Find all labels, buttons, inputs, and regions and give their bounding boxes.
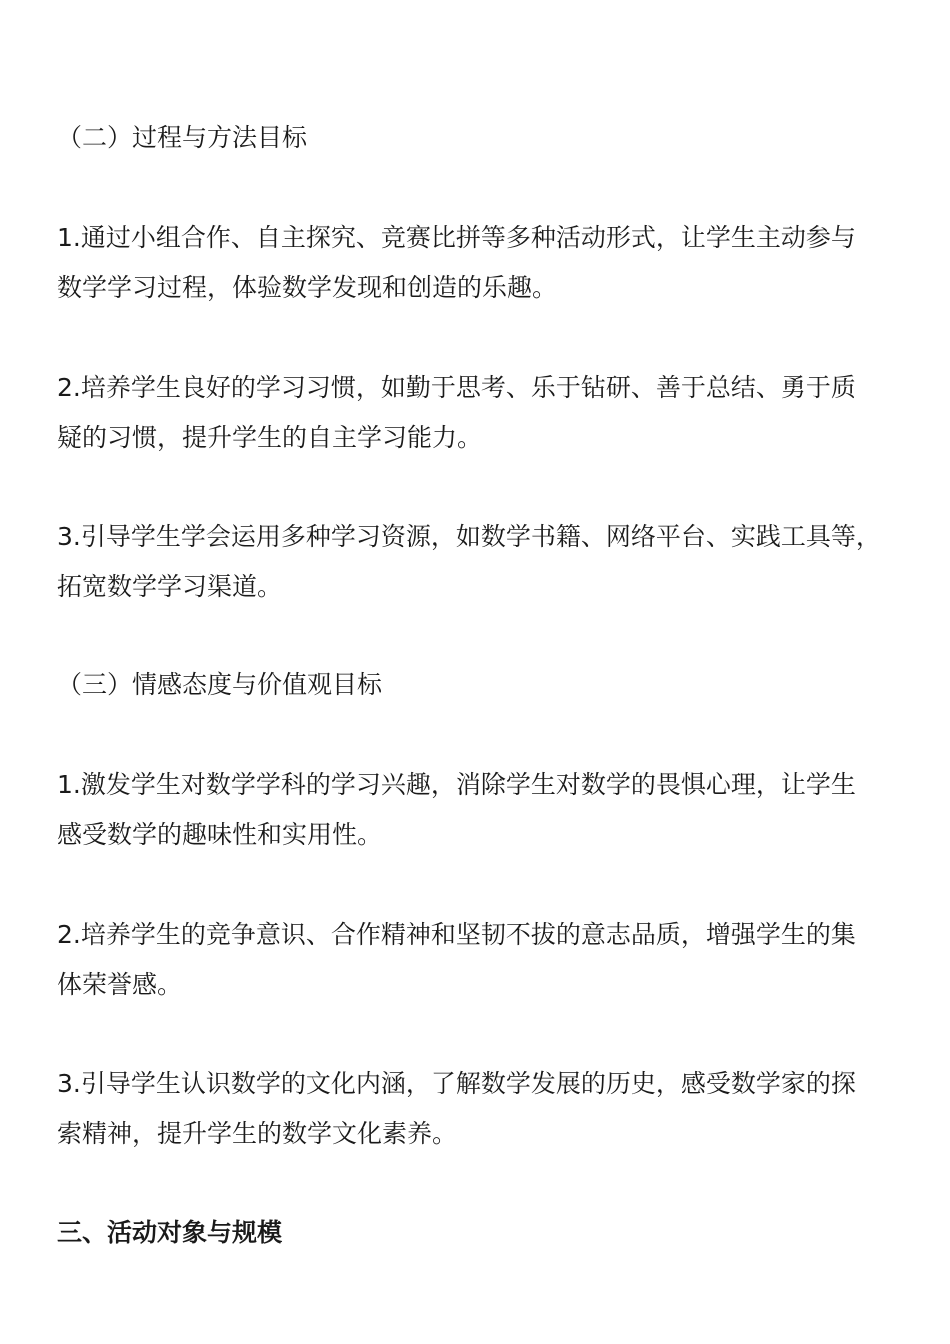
paragraph-line: 体荣誉感。 <box>57 970 183 999</box>
paragraph-attitude-2 <box>57 910 917 1010</box>
paragraph-process-2 <box>57 363 917 463</box>
paragraph-line: 2.培养学生良好的学习习惯，如勤于思考、乐于钻研、善于总结、勇于质 <box>57 373 856 402</box>
paragraph-line: 疑的习惯，提升学生的自主学习能力。 <box>57 423 483 452</box>
heading-text: （二）过程与方法目标 <box>57 123 308 152</box>
paragraph-line: 3.引导学生认识数学的文化内涵，了解数学发展的历史，感受数学家的探 <box>57 1069 856 1098</box>
paragraph-process-3 <box>57 512 917 612</box>
paragraph-line: 索精神，提升学生的数学文化素养。 <box>57 1119 458 1148</box>
paragraph-line: 数学学习过程，体验数学发现和创造的乐趣。 <box>57 273 558 302</box>
paragraph-line: 拓宽数学学习渠道。 <box>57 572 283 601</box>
section-title-text: 三、活动对象与规模 <box>57 1218 283 1247</box>
section-title-activity-targets <box>57 1208 917 1258</box>
paragraph-process-1 <box>57 213 917 313</box>
paragraph-attitude-3 <box>57 1059 917 1159</box>
subsection-heading-process-method <box>57 113 917 163</box>
paragraph-line: 2.培养学生的竞争意识、合作精神和坚韧不拔的意志品质，增强学生的集 <box>57 920 856 949</box>
heading-text: （三）情感态度与价值观目标 <box>57 670 383 699</box>
paragraph-line: 1.激发学生对数学学科的学习兴趣，消除学生对数学的畏惧心理，让学生 <box>57 770 856 799</box>
paragraph-line: 感受数学的趣味性和实用性。 <box>57 820 383 849</box>
paragraph-line: 1.通过小组合作、自主探究、竞赛比拼等多种活动形式，让学生主动参与 <box>57 223 856 252</box>
subsection-heading-attitude-values <box>57 660 917 710</box>
paragraph-attitude-1 <box>57 760 917 860</box>
paragraph-line: 3.引导学生学会运用多种学习资源，如数学书籍、网络平台、实践工具等， <box>57 522 881 551</box>
